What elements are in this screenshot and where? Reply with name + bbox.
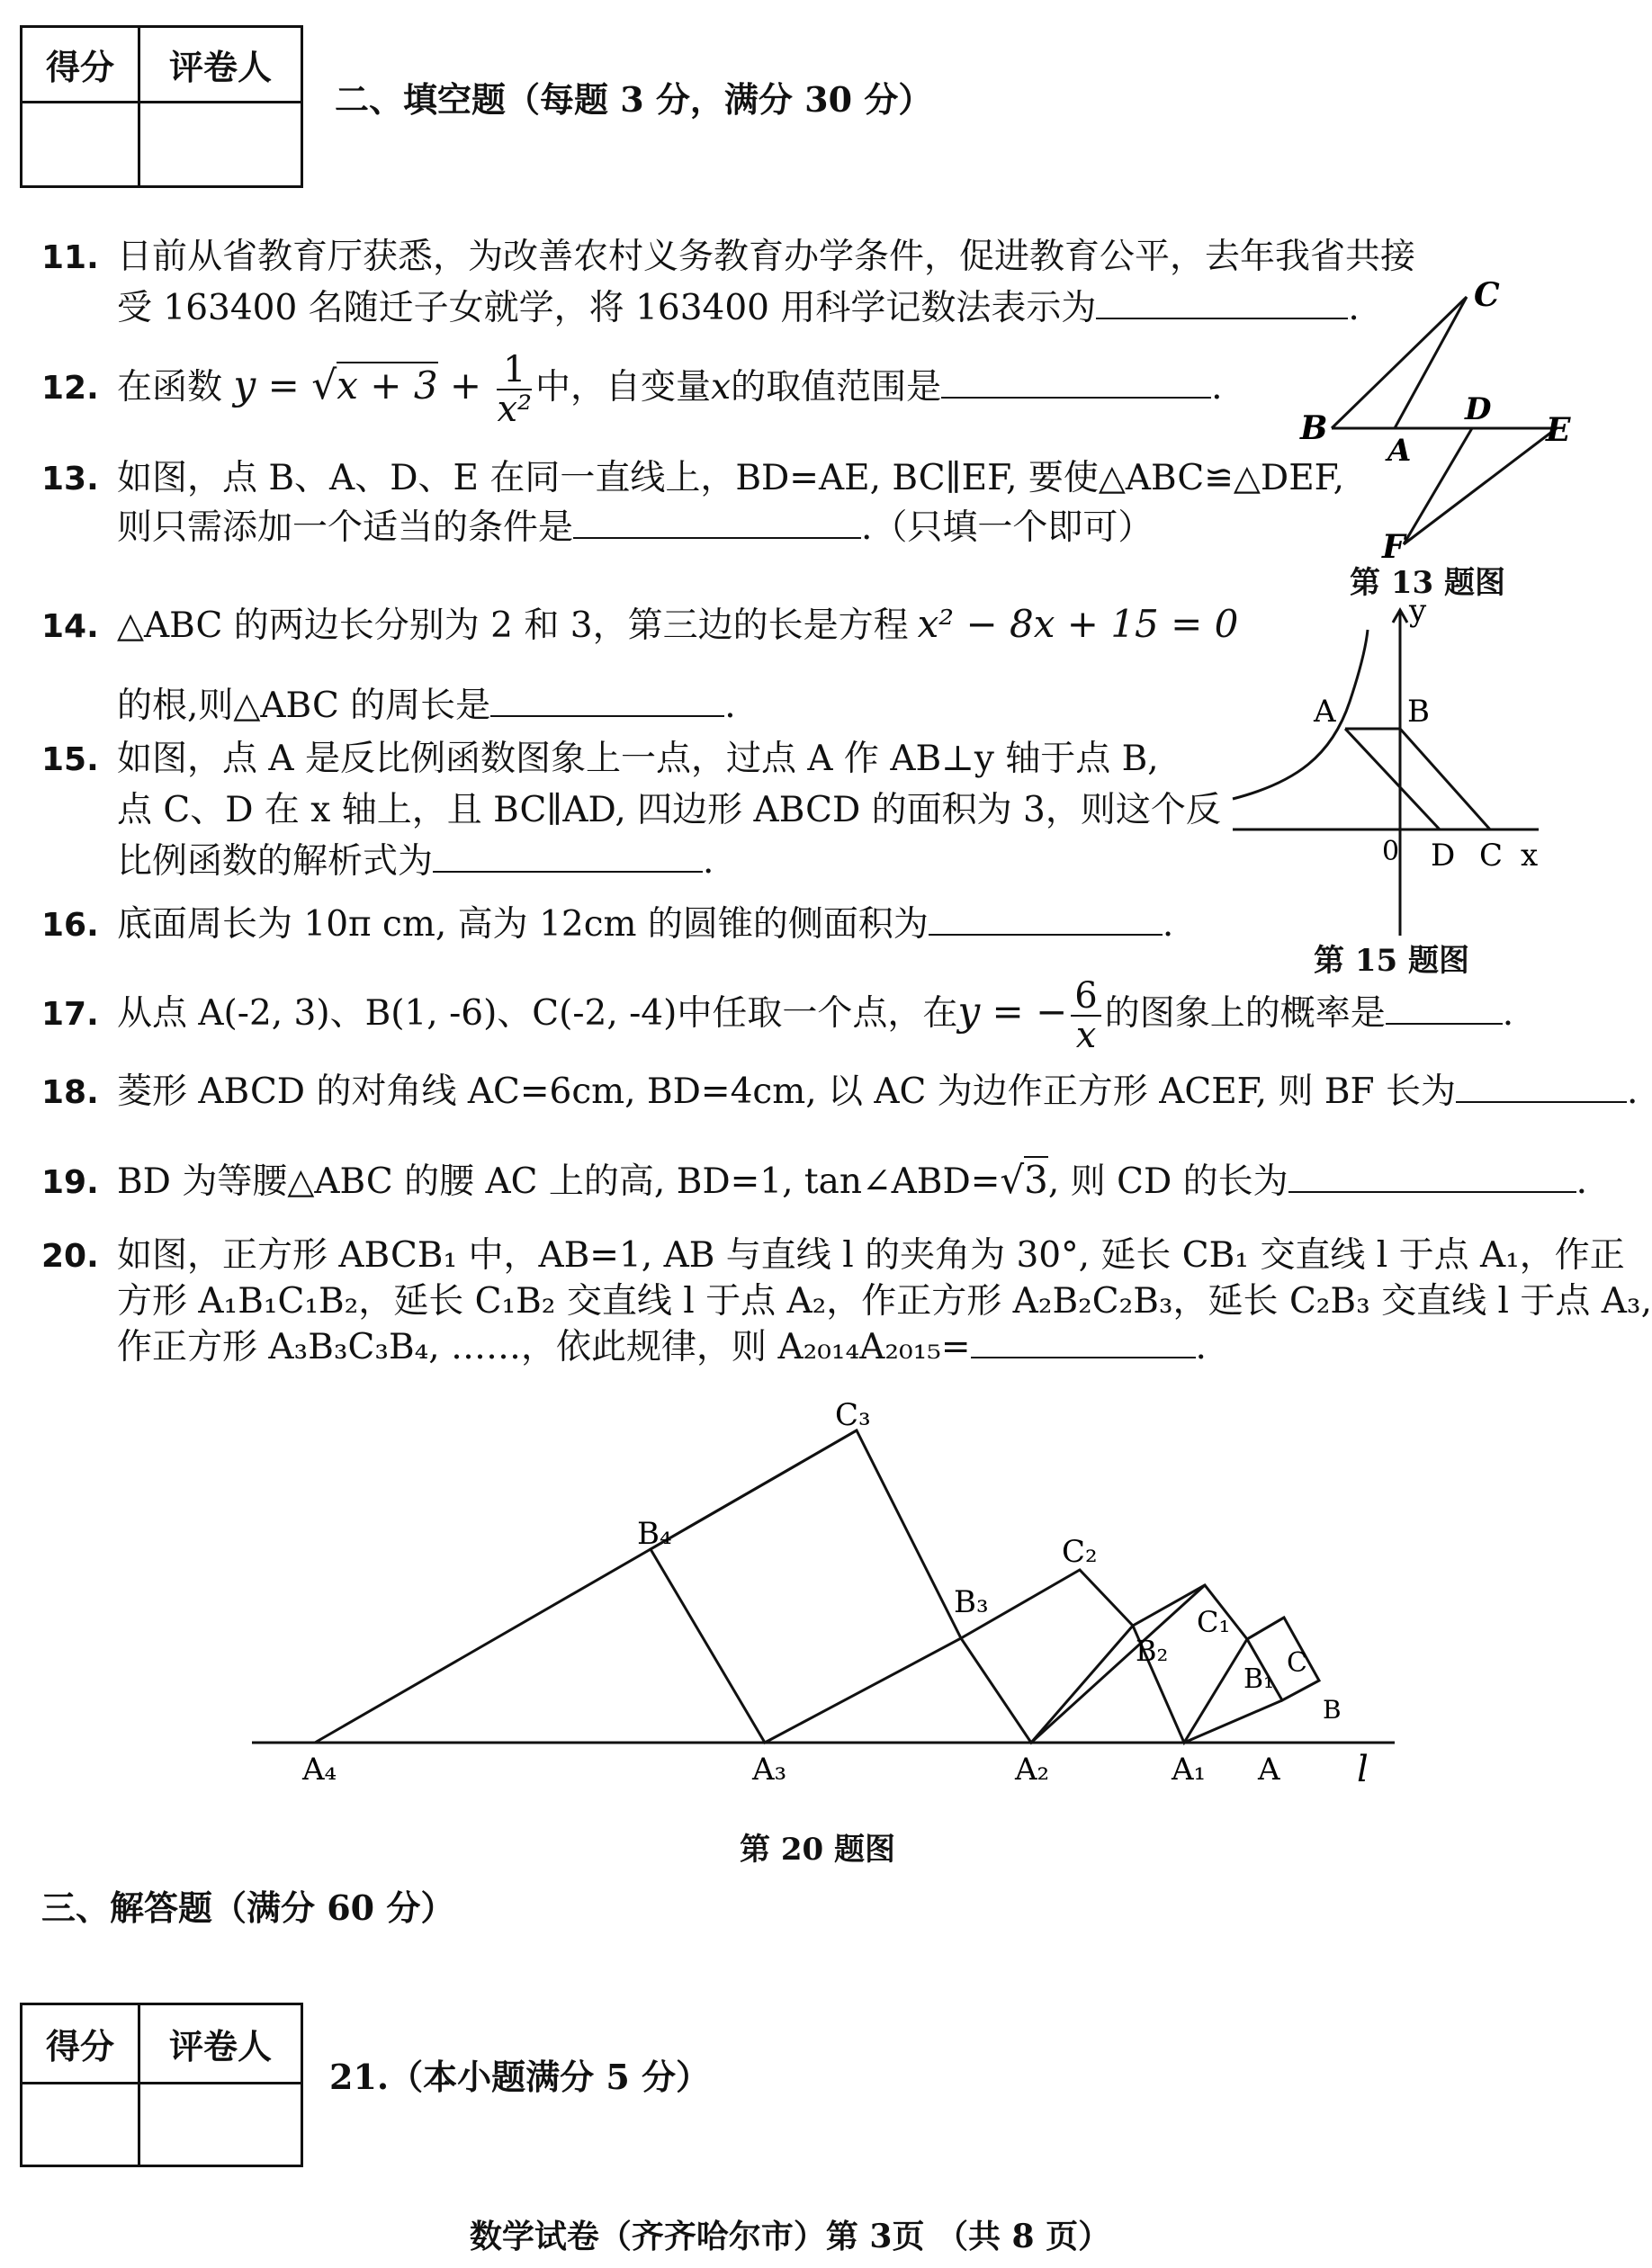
- question-text: 的根,则△ABC 的周长是: [117, 685, 491, 726]
- question-number: 13.: [41, 461, 99, 498]
- question-text: 从点 A(-2, 3)、B(1, -6)、C(-2, -4)中任取一个点，在: [117, 993, 958, 1034]
- question-number: 20.: [41, 1238, 99, 1275]
- segment-fe: [1404, 428, 1557, 544]
- question-number: 19.: [41, 1164, 99, 1201]
- label-b4: B₄: [637, 1516, 672, 1552]
- score-cell[interactable]: [22, 103, 139, 187]
- answer-blank[interactable]: [490, 688, 724, 717]
- edge-a1-a: [1184, 1700, 1282, 1743]
- page-footer: 数学试卷（齐齐哈尔市）第 3页 （共 8 页）: [469, 2218, 1111, 2255]
- question-text: 的取值范围是: [731, 367, 942, 408]
- label-a2: A₂: [1015, 1752, 1050, 1788]
- question-text: 如图，正方形 ABCB₁ 中，AB=1, AB 与直线 l 的夹角为 30°, 延长 CB₁ 交直线 l 于点 A₁，作正: [117, 1235, 1625, 1276]
- figure-13: [1287, 276, 1580, 567]
- question-text: 在函数: [117, 367, 223, 408]
- label-a1: A₁: [1172, 1752, 1207, 1788]
- math-equals: =: [256, 363, 312, 408]
- answer-blank[interactable]: [1288, 1164, 1576, 1193]
- score-cell[interactable]: [22, 2084, 139, 2166]
- score-label: 得分: [22, 2004, 139, 2084]
- figure-13-caption: 第 13 题图: [1350, 565, 1505, 601]
- question-18: [41, 1071, 1638, 1115]
- answer-blank[interactable]: [1386, 996, 1503, 1025]
- question-text: 的图象上的概率是: [1104, 993, 1386, 1034]
- question-text: 中，自变量: [535, 367, 712, 408]
- question-11: [41, 236, 1415, 331]
- label-b: B: [1300, 409, 1328, 447]
- label-d: D: [1431, 838, 1456, 874]
- label-x: x: [1521, 838, 1539, 874]
- label-d: D: [1465, 391, 1492, 427]
- question-text: 底面周长为 10π cm, 高为 12cm 的圆锥的侧面积为: [117, 904, 929, 945]
- hyperbola-curve: [1233, 630, 1368, 799]
- edge-b1-c: [1247, 1618, 1284, 1639]
- question-text: , 则 CD 的长为: [1047, 1161, 1288, 1202]
- question-text: 点 C、D 在 x 轴上，且 BC∥AD, 四边形 ABCD 的面积为 3，则这个反: [117, 789, 1221, 830]
- fraction: [1071, 977, 1100, 1054]
- period: .: [703, 840, 714, 882]
- segment-ca: [1395, 297, 1467, 428]
- period: .: [1626, 1071, 1639, 1112]
- question-21-title: 21.（本小题满分 5 分）: [329, 2057, 711, 2097]
- question-text: 日前从省教育厅获悉，为改善农村义务教育办学条件，促进教育公平，去年我省共接: [117, 237, 1416, 277]
- question-text: 如图，点 B、A、D、E 在同一直线上，BD=AE, BC∥EF, 要使△ABC≌△DEF,: [117, 458, 1345, 498]
- question-text: BD 为等腰△ABC 的腰 AC 上的高, BD=1, tan∠ABD=: [117, 1161, 1001, 1202]
- question-19: [41, 1157, 1587, 1205]
- grader-cell[interactable]: [139, 2084, 302, 2166]
- label-c2: C₂: [1062, 1534, 1098, 1570]
- label-l: l: [1357, 1749, 1369, 1790]
- question-14: [41, 601, 1238, 729]
- fraction-numerator: 1: [497, 351, 532, 390]
- math-plus: +: [437, 363, 494, 408]
- score-label: 得分: [22, 27, 139, 103]
- label-origin: 0: [1382, 836, 1400, 867]
- question-15: [41, 738, 1221, 883]
- math-equals-minus: = −: [980, 990, 1068, 1034]
- question-text: .（只填一个即可）: [861, 506, 1154, 548]
- fraction: [497, 351, 532, 428]
- segment-bc: [1332, 297, 1467, 428]
- label-c: C: [1479, 838, 1504, 874]
- answer-blank[interactable]: [1456, 1074, 1627, 1103]
- period: .: [1195, 1326, 1207, 1367]
- math-y: y: [233, 363, 256, 408]
- figure-15-caption: 第 15 题图: [1314, 943, 1469, 979]
- label-b3: B₃: [954, 1584, 989, 1620]
- label-f: F: [1382, 528, 1405, 566]
- figure-20: [0, 1397, 1580, 1799]
- period: .: [1502, 993, 1514, 1034]
- sqrt-icon: √: [1000, 1158, 1025, 1202]
- label-b: B: [1407, 694, 1430, 730]
- period: .: [1211, 367, 1223, 408]
- question-13: [41, 457, 1344, 551]
- grader-cell[interactable]: [139, 103, 302, 187]
- figure-20-caption: 第 20 题图: [740, 1832, 895, 1868]
- figure-15: [1224, 594, 1580, 954]
- label-c: C: [1474, 276, 1500, 314]
- question-17: [41, 977, 1513, 1054]
- label-y: y: [1409, 593, 1427, 629]
- label-c: C: [1287, 1647, 1307, 1679]
- period: .: [1348, 287, 1360, 328]
- question-number: 18.: [41, 1074, 99, 1111]
- score-box-bottom: [20, 2003, 303, 2167]
- math-y: y: [957, 989, 981, 1035]
- fraction-denominator: x²: [497, 389, 533, 430]
- question-text: 作正方形 A₃B₃C₃B₄, ……，依此规律，则 A₂₀₁₄A₂₀₁₅=: [117, 1326, 971, 1367]
- question-number: 11.: [41, 239, 99, 276]
- question-number: 16.: [41, 907, 99, 944]
- question-text: △ABC 的两边长分别为 2 和 3，第三边的长是方程: [117, 605, 909, 646]
- question-text: 则只需添加一个适当的条件是: [117, 506, 574, 548]
- label-a: A: [1258, 1752, 1280, 1788]
- square-3: [651, 1430, 961, 1743]
- question-number: 14.: [41, 608, 99, 645]
- score-box-top: [20, 25, 303, 188]
- segment-bc: [1400, 729, 1490, 829]
- math-x: x: [711, 367, 732, 408]
- label-b2: B₂: [1136, 1634, 1169, 1668]
- sqrt-radicand: x + 3: [337, 363, 438, 408]
- question-text: 方形 A₁B₁C₁B₂，延长 C₁B₂ 交直线 l 于点 A₂，作正方形 A₂B₂C₂B₃，延长 C₂B₃ 交直线 l 于点 A₃,: [117, 1280, 1652, 1322]
- label-c1: C₁: [1197, 1605, 1231, 1639]
- question-20: [41, 1234, 1652, 1369]
- fraction-numerator: 6: [1071, 977, 1100, 1017]
- answer-blank[interactable]: [433, 844, 703, 873]
- answer-blank[interactable]: [573, 510, 861, 539]
- fraction-denominator: x: [1075, 1015, 1097, 1056]
- label-a: A: [1387, 433, 1412, 469]
- segment-fd: [1404, 428, 1472, 544]
- answer-blank[interactable]: [929, 907, 1163, 936]
- period: .: [1576, 1161, 1588, 1202]
- label-b: B: [1323, 1695, 1342, 1725]
- question-text: 如图，点 A 是反比例函数图象上一点，过点 A 作 AB⊥y 轴于点 B,: [117, 739, 1159, 779]
- answer-blank[interactable]: [941, 370, 1211, 399]
- question-12: [41, 351, 1222, 428]
- question-number: 12.: [41, 370, 99, 407]
- label-c3: C₃: [835, 1397, 871, 1433]
- sqrt-radicand: 3: [1024, 1158, 1048, 1202]
- sqrt-icon: √: [311, 363, 337, 408]
- equation: x² − 8x + 15 = 0: [917, 602, 1239, 646]
- label-a: A: [1314, 694, 1336, 730]
- period: .: [724, 685, 736, 726]
- period: .: [1162, 904, 1174, 945]
- grader-label: 评卷人: [139, 27, 302, 103]
- label-a4: A₄: [302, 1752, 337, 1788]
- question-number: 17.: [41, 996, 99, 1033]
- label-b1: B₁: [1243, 1663, 1275, 1695]
- label-e: E: [1546, 411, 1571, 449]
- label-a3: A₃: [752, 1752, 787, 1788]
- question-text: 菱形 ABCD 的对角线 AC=6cm, BD=4cm, 以 AC 为边作正方形 ACEF, 则 BF 长为: [117, 1071, 1456, 1112]
- answer-blank[interactable]: [971, 1330, 1196, 1358]
- question-16: [41, 903, 1173, 947]
- question-text: 受 163400 名随迁子女就学，将 163400 用科学记数法表示为: [117, 287, 1097, 328]
- question-number: 15.: [41, 741, 99, 778]
- section-3-title: 三、解答题（满分 60 分）: [41, 1887, 455, 1928]
- section-2-title: 二、填空题（每题 3 分，满分 30 分）: [335, 79, 933, 120]
- grader-label: 评卷人: [139, 2004, 302, 2084]
- segment-ad: [1345, 729, 1440, 829]
- question-text: 比例函数的解析式为: [117, 840, 434, 882]
